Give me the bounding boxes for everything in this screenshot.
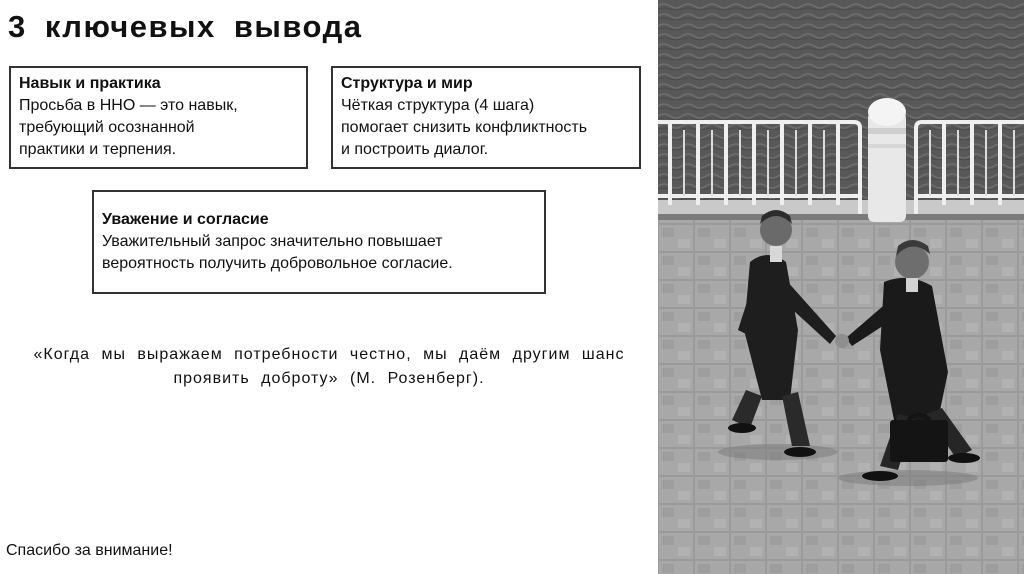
thanks-text: Спасибо за внимание! [6,542,173,559]
takeaway-box-structure [331,66,641,169]
takeaway-line: и построить диалог. [341,141,489,158]
slide-title: 3 ключевых вывода [8,9,363,44]
quote-line: проявить доброту» (М. Розенберг). [173,370,485,387]
takeaway-line: Просьба в ННО — это навык, [19,97,238,114]
rosenberg-quote [18,343,640,391]
takeaway-box-skill [9,66,308,169]
takeaway-line: вероятность получить добровольное согласие. [102,255,453,272]
takeaway-line: Чёткая структура (4 шага) [341,97,535,114]
takeaway-heading: Уважение и согласие [102,211,269,228]
takeaway-heading: Структура и мир [341,75,473,92]
takeaway-line: Уважительный запрос значительно повышает [102,233,443,250]
handshake-photo [658,0,1024,574]
takeaway-heading: Навык и практика [19,75,161,92]
takeaway-line: помогает снизить конфликтность [341,119,588,136]
quote-line: «Когда мы выражаем потребности честно, мы даём другим шанс [33,346,625,363]
takeaway-line: практики и терпения. [19,141,177,158]
takeaway-box-respect [92,190,546,294]
takeaway-line: требующий осознанной [19,119,195,136]
